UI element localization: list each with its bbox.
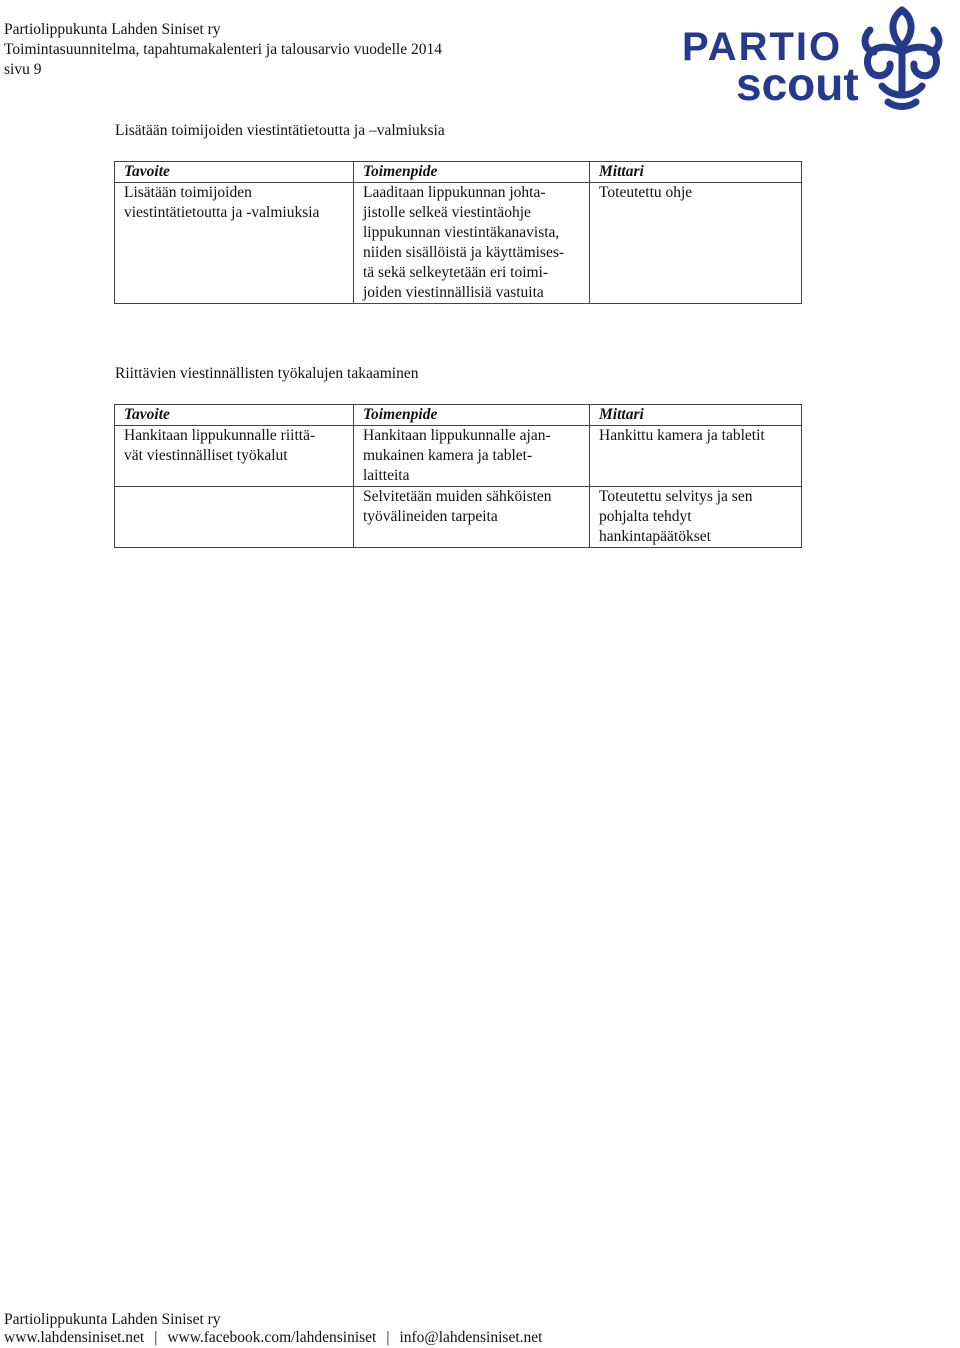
column-header-mittari: Mittari <box>590 162 802 183</box>
fleur-de-lis-emblem-icon <box>865 10 939 107</box>
footer-separator: | <box>154 1329 158 1346</box>
table-header-row <box>115 405 802 426</box>
cell-line: viestintätietoutta ja -valmiuksia <box>124 204 320 221</box>
cell-line: Hankitaan lippukunnalle ajan- <box>363 427 551 444</box>
header-org: Partiolippukunta Lahden Siniset ry <box>4 21 221 38</box>
cell-line: joiden viestinnällisiä vastuita <box>363 284 544 301</box>
cell-line: mukainen kamera ja tablet- <box>363 447 533 464</box>
footer-email-link[interactable]: info@lahdensiniset.net <box>399 1329 543 1346</box>
cell-line: laitteita <box>363 467 410 484</box>
table-header-row <box>115 162 802 183</box>
footer-website-link[interactable]: www.lahdensiniset.net <box>4 1329 145 1346</box>
footer-links <box>4 1329 542 1347</box>
logo-text-scout: scout <box>736 58 859 110</box>
column-header-mittari: Mittari <box>590 405 802 426</box>
footer-separator: | <box>386 1329 390 1346</box>
cell-line: työvälineiden tarpeita <box>363 508 498 525</box>
cell-line: Hankittu kamera ja tabletit <box>599 427 765 444</box>
cell-toimenpide <box>354 426 590 487</box>
cell-mittari <box>590 426 802 487</box>
partio-scout-logo <box>678 2 956 110</box>
column-header-tavoite: Tavoite <box>115 405 354 426</box>
cell-tavoite <box>115 183 354 304</box>
cell-line: pohjalta tehdyt <box>599 508 692 525</box>
table-row <box>115 487 802 548</box>
cell-mittari <box>590 487 802 548</box>
cell-line: vät viestinnälliset työkalut <box>124 447 288 464</box>
cell-line: lippukunnan viestintäkanavista, <box>363 224 560 241</box>
column-header-tavoite: Tavoite <box>115 162 354 183</box>
cell-tavoite <box>115 487 354 548</box>
footer-org: Partiolippukunta Lahden Siniset ry <box>4 1311 221 1328</box>
cell-tavoite <box>115 426 354 487</box>
cell-line: tä sekä selkeytetään eri toimi- <box>363 264 549 281</box>
page-header <box>4 20 442 80</box>
cell-line: hankintapäätökset <box>599 528 711 545</box>
column-header-toimenpide: Toimenpide <box>354 405 590 426</box>
cell-line: niiden sisällöistä ja käyttämises- <box>363 244 565 261</box>
cell-line: Selvitetään muiden sähköisten <box>363 488 552 505</box>
section-title-2: Riittävien viestinnällisten työkalujen takaaminen <box>115 365 419 382</box>
cell-toimenpide <box>354 487 590 548</box>
cell-line: Laaditaan lippukunnan johta- <box>363 184 546 201</box>
table-row <box>115 183 802 304</box>
cell-toimenpide <box>354 183 590 304</box>
column-header-toimenpide: Toimenpide <box>354 162 590 183</box>
cell-line: Toteutettu selvitys ja sen <box>599 488 753 505</box>
cell-line: jistolle selkeä viestintäohje <box>363 204 531 221</box>
table-row <box>115 426 802 487</box>
page-footer <box>4 1311 542 1347</box>
cell-line: Lisätään toimijoiden <box>124 184 252 201</box>
header-document-title: Toimintasuunnitelma, tapahtumakalenteri ja talousarvio vuodelle 2014 <box>4 41 442 58</box>
plan-table-1 <box>114 161 802 304</box>
cell-line: Toteutettu ohje <box>599 184 693 201</box>
cell-line: Hankitaan lippukunnalle riittä- <box>124 427 316 444</box>
plan-table-2 <box>114 404 802 548</box>
logo-text-partio: PARTIO <box>682 25 843 69</box>
footer-facebook-link[interactable]: www.facebook.com/lahdensiniset <box>167 1329 377 1346</box>
section-title-1: Lisätään toimijoiden viestintätietoutta ja –valmiuksia <box>115 122 445 139</box>
cell-mittari <box>590 183 802 304</box>
header-page-number: sivu 9 <box>4 61 42 78</box>
